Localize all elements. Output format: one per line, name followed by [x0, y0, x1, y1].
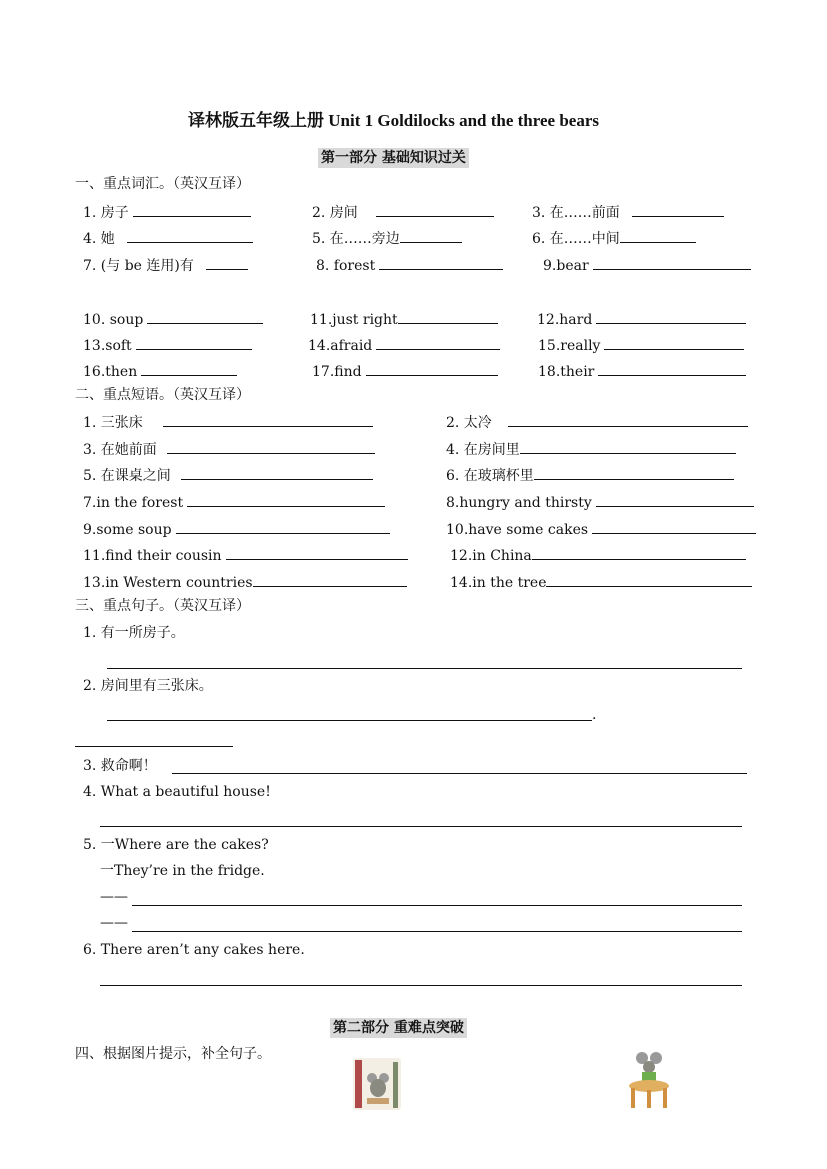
answer-line[interactable] [107, 668, 742, 669]
dash-mark: —— [100, 889, 128, 905]
answer-blank[interactable] [379, 255, 503, 270]
sentence-item: 6. There aren’t any cakes here. [83, 942, 305, 958]
answer-blank[interactable] [226, 545, 408, 560]
phrase-item: 3. 在她前面 [83, 439, 375, 459]
answer-blank[interactable] [176, 519, 390, 534]
answer-blank[interactable] [596, 492, 754, 507]
phrase-item: 11.find their cousin [83, 545, 408, 565]
answer-blank[interactable] [532, 545, 746, 560]
answer-blank[interactable] [376, 335, 500, 350]
answer-blank[interactable] [366, 361, 498, 376]
mouse-icon [625, 1050, 673, 1112]
vocab-item: 10. soup [83, 309, 263, 329]
phrase-item: 5. 在课桌之间 [83, 465, 373, 485]
vocab-item: 14.afraid [308, 335, 500, 355]
answer-blank[interactable] [520, 439, 736, 454]
phrase-item: 6. 在玻璃杯里 [446, 465, 734, 485]
answer-blank[interactable] [596, 309, 746, 324]
vocab-item: 3. 在……前面 [532, 202, 724, 222]
vocab-item: 8. forest [316, 255, 503, 275]
vocab-item: 16.then [83, 361, 237, 381]
answer-blank[interactable] [206, 255, 248, 270]
answer-blank[interactable] [508, 412, 748, 427]
vocab-item: 15.really [538, 335, 744, 355]
answer-line[interactable] [132, 931, 742, 932]
answer-blank[interactable] [163, 412, 373, 427]
sentence-item: 4. What a beautiful house! [83, 784, 271, 800]
answer-blank[interactable] [534, 465, 734, 480]
vocab-item: 2. 房间 [312, 202, 494, 222]
answer-blank[interactable] [181, 465, 373, 480]
phrase-item: 13.in Western countries [83, 572, 407, 592]
answer-blank[interactable] [141, 361, 237, 376]
answer-blank[interactable] [376, 202, 494, 217]
vocab-item: 13.soft [83, 335, 252, 355]
vocab-item: 6. 在……中间 [532, 228, 696, 248]
vocab-item: 5. 在……旁边 [312, 228, 462, 248]
mouse-on-stool-image [625, 1050, 673, 1112]
answer-line[interactable] [172, 773, 747, 774]
vocab-item: 7. (与 be 连用)有 [83, 255, 248, 275]
phrase-item: 8.hungry and thirsty [446, 492, 754, 512]
answer-blank[interactable] [127, 228, 253, 243]
answer-line[interactable] [100, 985, 742, 986]
vocab-item: 12.hard [537, 309, 746, 329]
answer-blank[interactable] [147, 309, 263, 324]
vocab-item: 9.bear [543, 255, 751, 275]
vocab-item: 11.just right [310, 309, 498, 329]
answer-line[interactable] [107, 720, 592, 721]
vocab-item: 17.find [312, 361, 498, 381]
part-two-heading: 第二部分 重难点突破 [330, 1018, 467, 1038]
answer-blank[interactable] [604, 335, 744, 350]
phrase-item: 12.in China [450, 545, 746, 565]
answer-blank[interactable] [400, 228, 462, 243]
vocab-item: 4. 她 [83, 228, 253, 248]
mouse-icon [353, 1058, 401, 1110]
answer-blank[interactable] [593, 255, 751, 270]
answer-blank[interactable] [620, 228, 696, 243]
sentence-item: 3. 救命啊！ [83, 758, 157, 774]
part-one-heading: 第一部分 基础知识过关 [318, 148, 469, 168]
answer-blank[interactable] [398, 309, 498, 324]
answer-blank[interactable] [546, 572, 752, 587]
phrase-item: 7.in the forest [83, 492, 385, 512]
dialogue-question: 5. 一Where are the cakes? [83, 837, 269, 853]
answer-blank[interactable] [187, 492, 385, 507]
section-one-heading: 一、重点词汇。（英汉互译） [75, 176, 250, 192]
answer-blank[interactable] [167, 439, 375, 454]
answer-line[interactable] [75, 746, 233, 747]
period-mark: . [592, 707, 597, 723]
document-title: 译林版五年级上册 Unit 1 Goldilocks and the three bears [188, 111, 600, 130]
section-four-heading: 四、根据图片提示，补全句子。 [75, 1046, 271, 1062]
dash-mark: —— [100, 915, 128, 931]
answer-blank[interactable] [136, 335, 252, 350]
phrase-item: 4. 在房间里 [446, 439, 736, 459]
dialogue-answer: 一They’re in the fridge. [100, 863, 265, 879]
section-two-heading: 二、重点短语。（英汉互译） [75, 387, 250, 403]
phrase-item: 14.in the tree [450, 572, 752, 592]
phrase-item: 2. 太冷 [446, 412, 748, 432]
mouse-between-books-image [353, 1058, 401, 1110]
vocab-item: 1. 房子 [83, 202, 251, 222]
phrase-item: 10.have some cakes [446, 519, 756, 539]
answer-line[interactable] [132, 905, 742, 906]
sentence-item: 2. 房间里有三张床。 [83, 678, 213, 694]
section-three-heading: 三、重点句子。（英汉互译） [75, 598, 250, 614]
answer-line[interactable] [100, 826, 742, 827]
phrase-item: 1. 三张床 [83, 412, 373, 432]
sentence-item: 1. 有一所房子。 [83, 625, 185, 641]
answer-blank[interactable] [598, 361, 746, 376]
phrase-item: 9.some soup [83, 519, 390, 539]
answer-blank[interactable] [253, 572, 407, 587]
answer-blank[interactable] [632, 202, 724, 217]
answer-blank[interactable] [592, 519, 756, 534]
answer-blank[interactable] [133, 202, 251, 217]
vocab-item: 18.their [538, 361, 746, 381]
